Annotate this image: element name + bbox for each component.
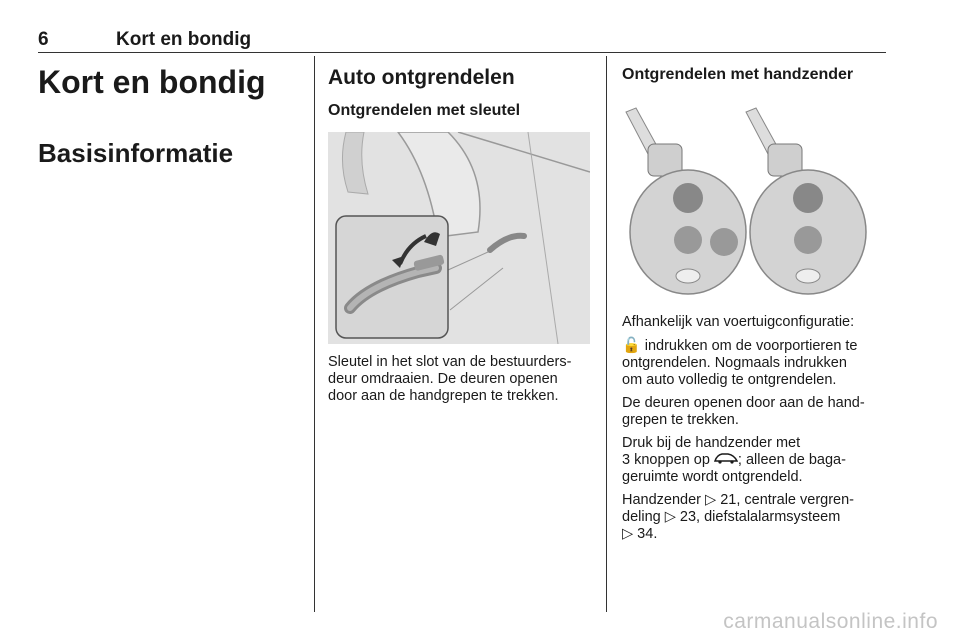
section-title: Basisinformatie [38,138,234,168]
unlock-icon: 🔓 [622,337,641,354]
column-2 [328,66,594,411]
intro-text: Afhankelijk van voertuigconfiguratie: [622,314,855,330]
remote-key-fobs-illustration [622,94,886,304]
section-heading: Auto ontgrendelen [328,66,515,89]
ref-link-alarm[interactable]: 34. [633,526,658,542]
column-divider-2 [606,56,607,612]
car-door-handle-key-illustration [328,132,590,344]
ref-arrow-icon: ▷ [664,509,676,525]
column-divider-1 [314,56,315,612]
subsection-heading-key: Ontgrendelen met sleutel [328,102,521,119]
ref-arrow-icon: ▷ [705,492,717,508]
chapter-title: Kort en bondig [38,64,266,100]
column-3 [622,66,890,549]
page-header [38,28,886,53]
watermark: carmanualsonline.info [723,610,938,633]
subsection-heading-remote: Ontgrendelen met handzender [622,66,854,83]
fob-left [626,108,746,294]
running-title: Kort en bondig [116,29,252,50]
key-unlock-instructions: Sleutel in het slot van de bestuurders- deur omdraaien. De deuren openen door aan de handgrepen te trekken. [328,354,572,404]
references-paragraph: Handzender ▷ 21, centrale vergren- deling ▷ 23, diefstalalarmsysteem ▷ 34. [622,492,855,542]
ref-link-remote[interactable]: 21, centrale vergren- [716,492,855,508]
ref-link-central-locking[interactable]: 23, diefstalalarmsysteem [675,509,841,525]
doors-open-paragraph: De deuren openen door aan de hand- grepen te trekken. [622,395,865,428]
page-number: 6 [38,29,49,50]
ref-arrow-icon: ▷ [622,526,634,542]
car-rear-icon [714,452,738,464]
fob-right [746,108,866,294]
trunk-paragraph: Druk bij de handzender met 3 knoppen op ; alleen de baga- geruimte wordt ontgrendeld. [622,435,846,485]
unlock-paragraph: 🔓 indrukken om de voorportieren te ontgrendelen. Nogmaals indrukken om auto volledig te ontgrendelen. [622,337,858,388]
